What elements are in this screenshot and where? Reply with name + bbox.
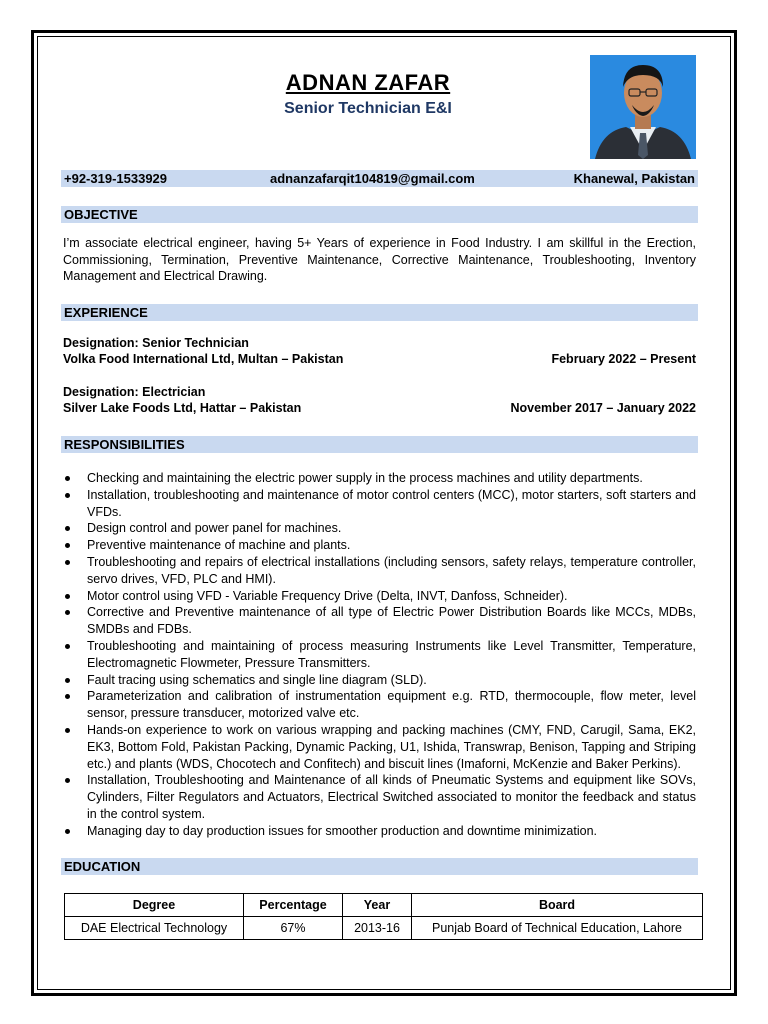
objective-text: I’m associate electrical engineer, having 5+ Years of experience in Food Industry. I am skillful in the Erection, Commissioning, Termination, Preventive Maintenance, Corrective Maintenance, Troubleshooting, Inventory Management and Electrical Drawing. bbox=[63, 236, 696, 284]
contact-bar bbox=[61, 170, 698, 187]
list-item: Hands-on experience to work on various wrapping and packing machines (CMY, FND, Carugil, Sama, EK2, EK3, Bottom Fold, Pakistan Packing, Dynamic Packing, U1, Ishida, Transwrap, Benison, Tapping and Striping etc.) and plants (WDS, Chocotech and Confitech) and biscuit lines (Imaforni, McKenzie and Baker Perkins). bbox=[63, 722, 696, 772]
list-item: Installation, Troubleshooting and Maintenance of all kinds of Pneumatic Systems and equipment like SOVs, Cylinders, Filter Regulators and Actuators, Electrical Switched associated to monitor the feedback and status in the control system. bbox=[63, 772, 696, 822]
profile-photo bbox=[590, 55, 696, 159]
table-cell-board: Punjab Board of Technical Education, Lahore bbox=[412, 917, 703, 940]
list-item: Checking and maintaining the electric power supply in the process machines and utility departments. bbox=[63, 470, 696, 487]
section-heading-objective: OBJECTIVE bbox=[61, 206, 698, 223]
list-item: Troubleshooting and maintaining of process measuring Instruments like Level Transmitter, Temperature, Electromagnetic Flowmeter, Pressure Transmitters. bbox=[63, 638, 696, 672]
experience-company-row bbox=[63, 352, 696, 368]
list-item: Motor control using VFD - Variable Frequency Drive (Delta, INVT, Danfoss, Schneider). bbox=[63, 588, 696, 605]
table-cell-degree: DAE Electrical Technology bbox=[65, 917, 244, 940]
profile-photo-image bbox=[590, 55, 696, 159]
responsibilities-list bbox=[63, 470, 696, 840]
section-heading-responsibilities: RESPONSIBILITIES bbox=[61, 436, 698, 453]
table-cell-percentage: 67% bbox=[244, 917, 343, 940]
experience-designation-text: Designation: Electrician bbox=[63, 385, 206, 399]
list-item: Troubleshooting and repairs of electrical installations (including sensors, safety relays, temperature controller, servo drives, VFD, PLC and HMI). bbox=[63, 554, 696, 588]
experience-company: Volka Food International Ltd, Multan – Pakistan bbox=[63, 352, 344, 366]
section-heading-experience: EXPERIENCE bbox=[61, 304, 698, 321]
contact-phone: +92-319-1533929 bbox=[64, 171, 168, 186]
list-item: Installation, troubleshooting and maintenance of motor control centers (MCC), motor starters, soft starters and VFDs. bbox=[63, 487, 696, 521]
experience-period: February 2022 – Present bbox=[551, 352, 696, 366]
candidate-title: Senior Technician E&I bbox=[284, 100, 452, 117]
experience-period: November 2017 – January 2022 bbox=[510, 401, 696, 415]
table-row bbox=[65, 917, 703, 940]
column-header-year: Year bbox=[343, 894, 412, 917]
list-item: Preventive maintenance of machine and plants. bbox=[63, 537, 696, 554]
table-cell-year: 2013-16 bbox=[343, 917, 412, 940]
contact-email: adnanzafarqit104819@gmail.com bbox=[270, 171, 475, 186]
column-header-percentage: Percentage bbox=[244, 894, 343, 917]
experience-designation-text: Designation: Senior Technician bbox=[63, 336, 249, 350]
education-table bbox=[64, 893, 703, 940]
list-item: Parameterization and calibration of instrumentation equipment e.g. RTD, thermocouple, flow meter, level sensor, pressure transducer, motorized valve etc. bbox=[63, 688, 696, 722]
table-header-row bbox=[65, 894, 703, 917]
list-item: Corrective and Preventive maintenance of all type of Electric Power Distribution Boards like MCCs, MDBs, SMDBs and FDBs. bbox=[63, 604, 696, 638]
section-heading-education: EDUCATION bbox=[61, 858, 698, 875]
column-header-degree: Degree bbox=[65, 894, 244, 917]
list-item: Design control and power panel for machines. bbox=[63, 520, 696, 537]
experience-company: Silver Lake Foods Ltd, Hattar – Pakistan bbox=[63, 401, 302, 415]
contact-location: Khanewal, Pakistan bbox=[573, 171, 695, 186]
column-header-board: Board bbox=[412, 894, 703, 917]
list-item: Fault tracing using schematics and single line diagram (SLD). bbox=[63, 672, 696, 689]
experience-designation bbox=[63, 336, 696, 352]
list-item: Managing day to day production issues for smoother production and downtime minimization. bbox=[63, 823, 696, 840]
candidate-name: ADNAN ZAFAR bbox=[285, 70, 451, 95]
experience-company-row bbox=[63, 401, 696, 417]
experience-designation bbox=[63, 385, 696, 401]
